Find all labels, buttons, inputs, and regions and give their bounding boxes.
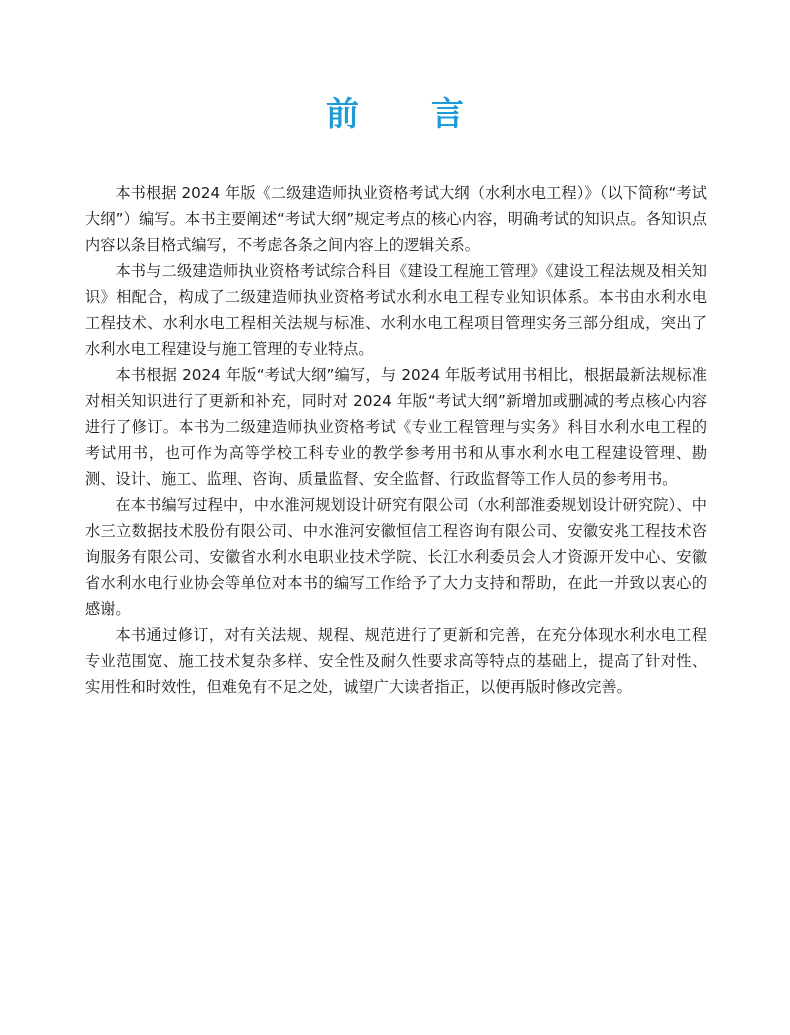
paragraph-5: 本书通过修订，对有关法规、规程、规范进行了更新和完善，在充分体现水利水电工程专业范围宽、施工技术复杂多样、安全性及耐久性要求高等特点的基础上，提高了针对性、实用性和时效性，但难免有不足之处，诚望广大读者指正，以便再版时修改完善。 [85,626,707,696]
paragraph-2: 本书与二级建造师执业资格考试综合科目《建设工程施工管理》《建设工程法规及相关知识》相配合，构成了二级建造师执业资格考试水利水电工程专业知识体系。本书由水利水电工程技术、水利水电工程相关法规与标准、水利水电工程项目管理实务三部分组成，突出了水利水电工程建设与施工管理的专业特点。 [85,262,707,358]
paragraph-3: 本书根据 2024 年版“考试大纲”编写，与 2024 年版考试用书相比，根据最新法规标准对相关知识进行了更新和补充，同时对 2024 年版“考试大纲”新增加或删减的考点核心内容进行了修订。本书为二级建造师执业资格考试《专业工程管理与实务》科目水利水电工程的考试用书，也可作为高等学校工科专业的教学参考用书和从事水利水电工程建设管理、勘测、设计、施工、监理、咨询、质量监督、安全监督、行政监督等工作人员的参考用书。 [85,366,707,488]
page-title: 前言 [326,94,536,133]
paragraph-1: 本书根据 2024 年版《二级建造师执业资格考试大纲（水利水电工程）》（以下简称“考试大纲”）编写。本书主要阐述“考试大纲”规定考点的核心内容，明确考试的知识点。各知识点内容以条目格式编写，不考虑各条之间内容上的逻辑关系。 [85,184,707,254]
preface-body [85,180,707,700]
paragraph-4: 在本书编写过程中，中水淮河规划设计研究有限公司（水利部淮委规划设计研究院）、中水三立数据技术股份有限公司、中水淮河安徽恒信工程咨询有限公司、安徽安兆工程技术咨询服务有限公司、安徽省水利水电职业技术学院、长江水利委员会人才资源开发中心、安徽省水利水电行业协会等单位对本书的编写工作给予了大力支持和帮助，在此一并致以衷心的感谢。 [85,496,707,618]
